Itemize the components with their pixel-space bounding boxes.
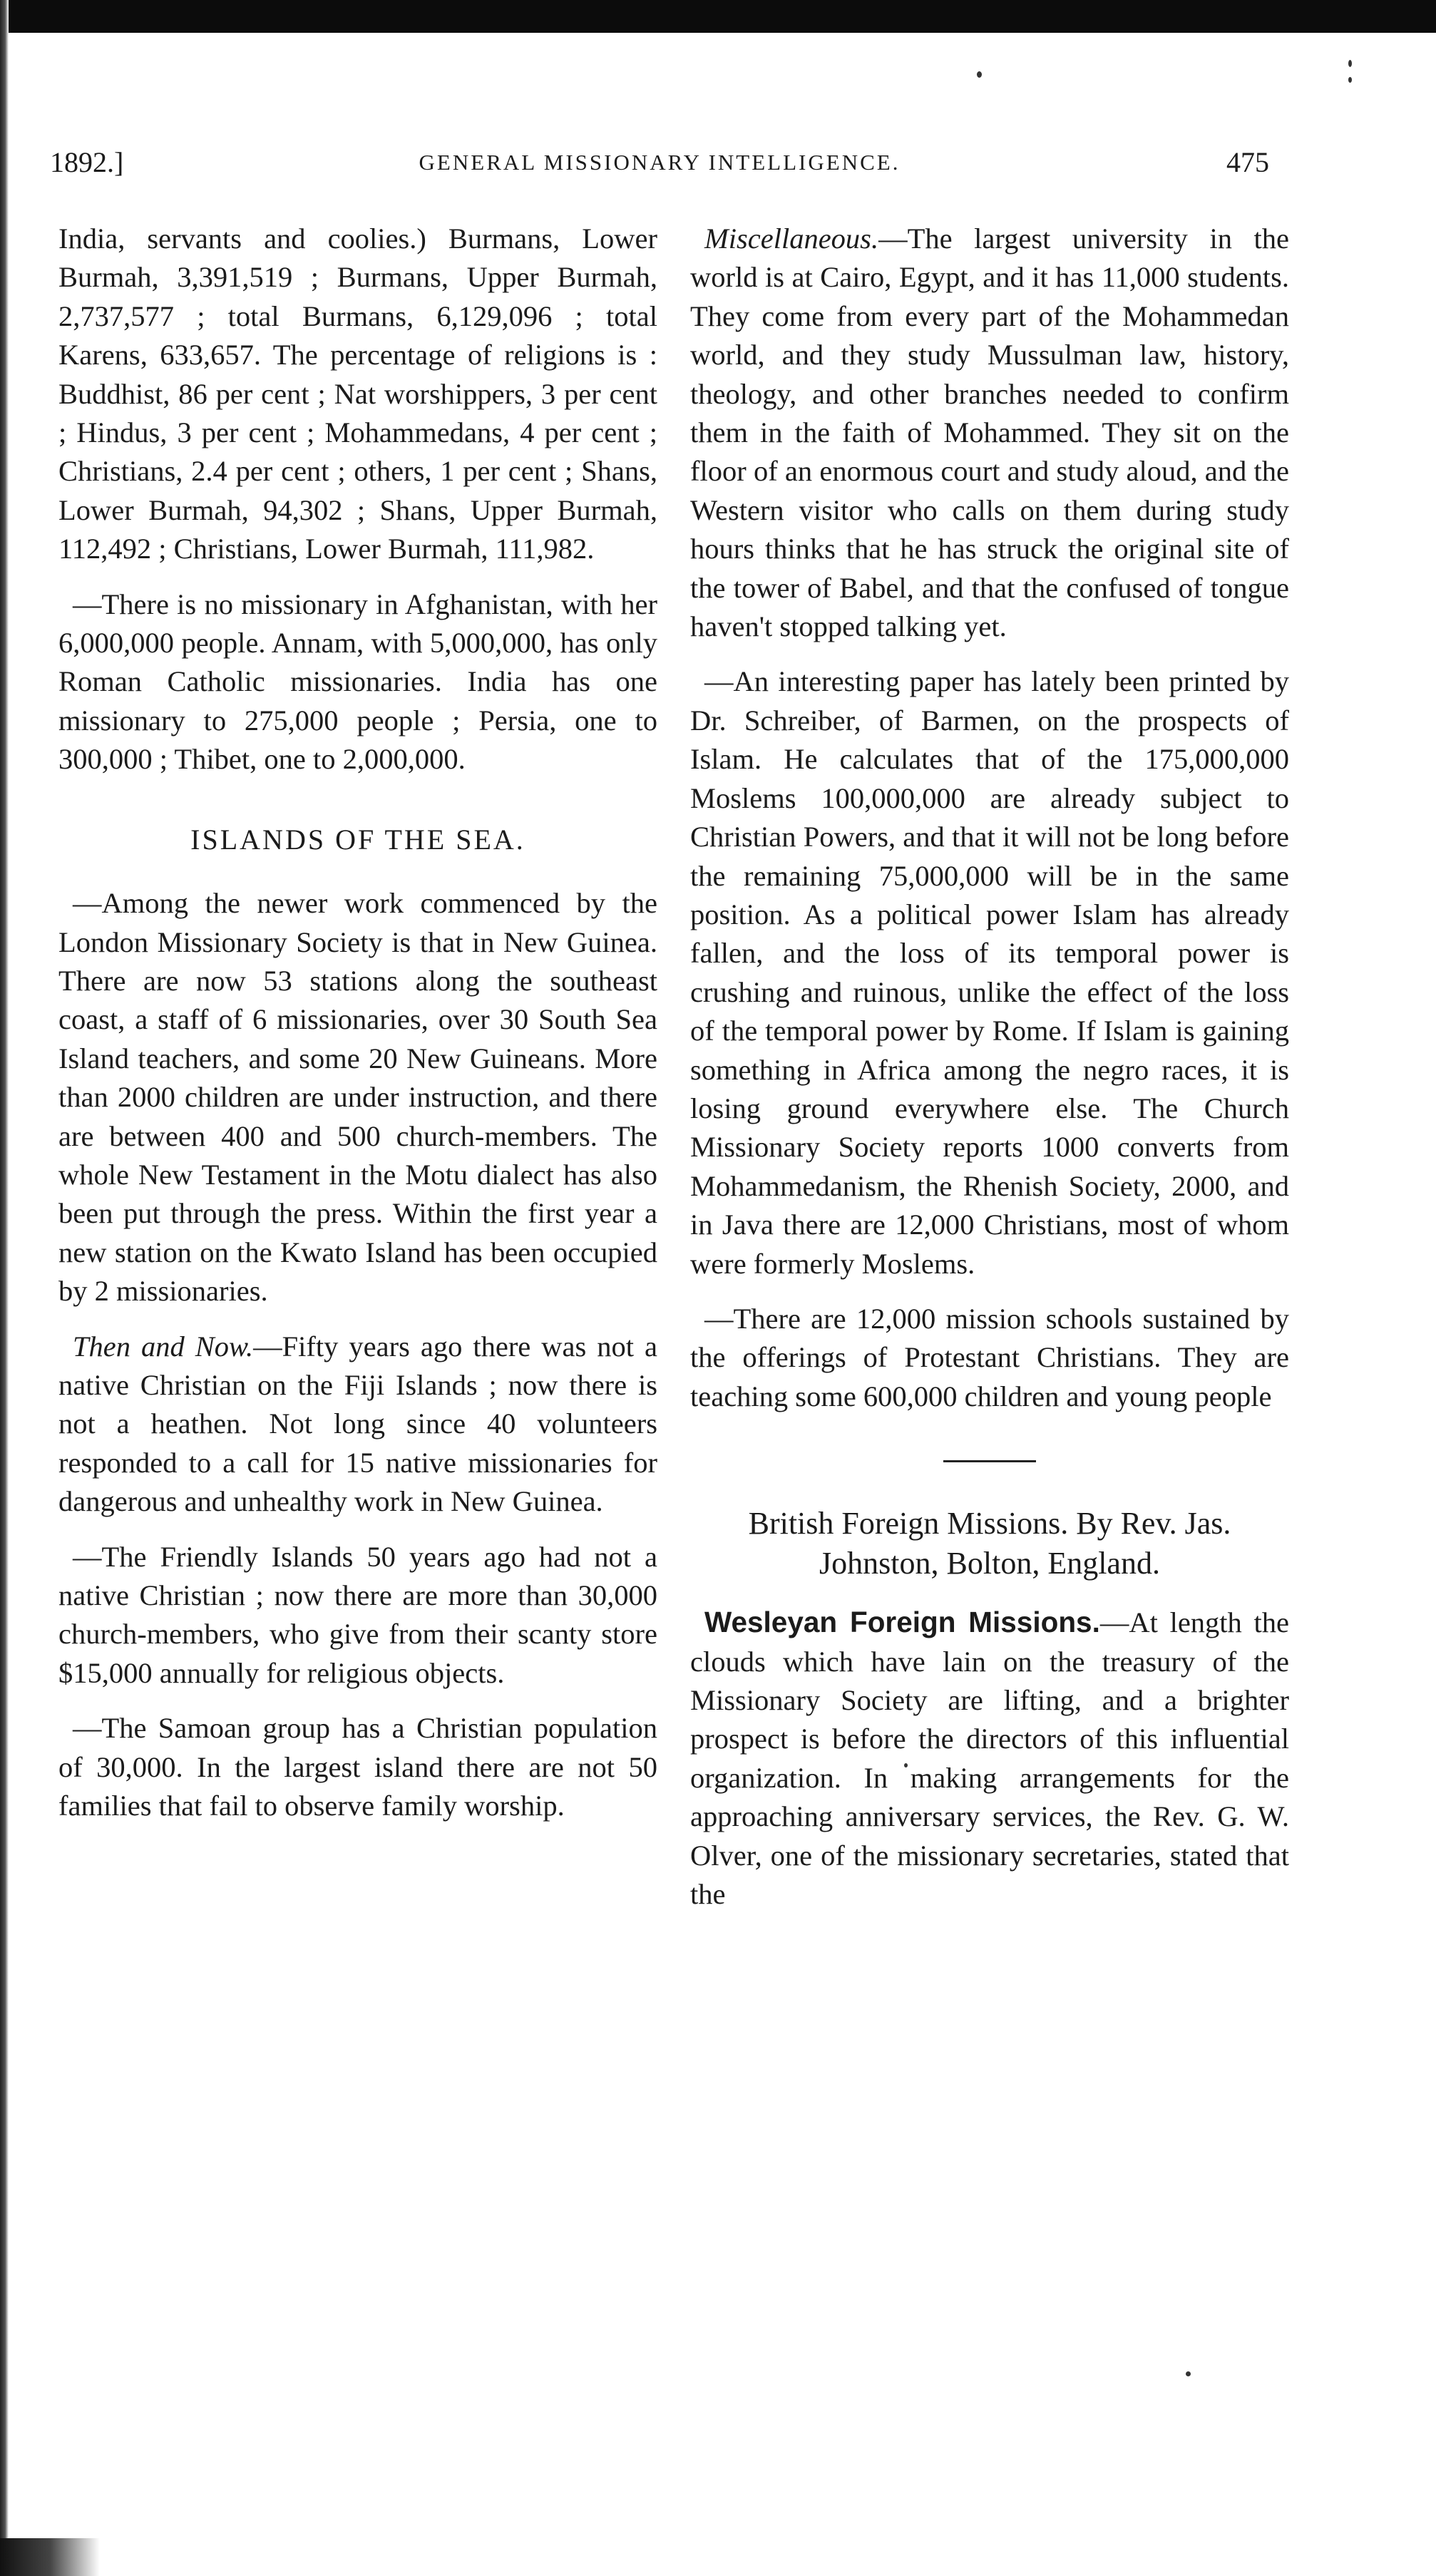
header-title: GENERAL MISSIONARY INTELLIGENCE.	[419, 150, 901, 175]
paragraph-lead-miscellaneous: Miscellaneous.	[704, 222, 879, 255]
section-divider	[943, 1460, 1036, 1462]
paragraph-missionaries-ratio: —There is no missionary in Afghanistan, with her 6,000,000 people. Annam, with 5,000,000, has only Roman Catholic missionaries. India has one missionary to 275,000 people ; Persia, one to 300,000 ; Thibet, one to 2,000,000.	[58, 587, 657, 776]
running-head	[50, 141, 1269, 184]
paragraph-lead-then-and-now: Then and Now.	[73, 1330, 254, 1363]
article-title-line-1: British Foreign Missions. By Rev. Jas.	[748, 1506, 1231, 1541]
paragraph-then-and-now	[58, 1328, 657, 1522]
paragraph-samoan-group: —The Samoan group has a Christian population of 30,000. In the largest island there are not 50 families that fail to observe family worship.	[58, 1712, 657, 1822]
paragraph-new-guinea: —Among the newer work commenced by the London Missionary Society is that in New Guinea. There are now 53 stations along the southeast coast, a staff of 6 missionaries, over 30 South Sea Island teachers, and some 20 New Guineans. More than 2000 children are under instruction, and there are between 400 and 500 church-members. The whole New Testament in the Motu dialect has also been put through the press. Within the first year a new station on the Kwato Island has been occupied by 2 missionaries.	[58, 887, 657, 1308]
paragraph-body-then-and-now: —Fifty years ago there was not a native Christian on the Fiji Islands ; now there is not a heathen. Not long since 40 volunteers responded to a call for 15 native missionaries for dangerous and unhealthy work in New Guinea.	[58, 1330, 657, 1518]
scan-speck	[1348, 77, 1352, 83]
paragraph-mission-schools: —There are 12,000 mission schools sustained by the offerings of Protestant Christians. They are teaching some 600,000 children and young people	[690, 1302, 1289, 1412]
page-number: 475	[1226, 146, 1269, 178]
paragraph-body-miscellaneous: —The largest university in the world is at Cairo, Egypt, and it has 11,000 students. They come from every part of the Mohammedan world, and they study Mussulman law, history, theology, and other branches needed to confirm them in the faith of Mohammed. They sit on the floor of an enormous court and study aloud, and the Western visitor who calls on them during study hours thinks that he has struck the original site of the tower of Babel, and that the confused of tongue haven't stopped talking yet.	[690, 222, 1289, 643]
paragraph-burmah-census: India, servants and coolies.) Burmans, Lower Burmah, 3,391,519 ; Burmans, Upper Burmah, 2,737,577 ; total Burmans, 6,129,096 ; total Karens, 633,657. The percentage of religions is : Buddhist, 86 per cent ; Nat worshippers, 3 per cent ; Hindus, 3 per cent ; Mohammedans, 4 per cent ; Christians, 2.4 per cent ; others, 1 per cent ; Shans, Lower Burmah, 94,302 ; Shans, Upper Burmah, 112,492 ; Christians, Lower Burmah, 111,982.	[58, 222, 657, 565]
paragraph-friendly-islands: —The Friendly Islands 50 years ago had not a native Christian ; now there are more than 30,000 church-members, who give from their scanty store $15,000 annually for religious objects.	[58, 1540, 657, 1689]
paragraph-miscellaneous	[690, 220, 1289, 646]
section-heading-islands: ISLANDS OF THE SEA.	[190, 823, 525, 856]
right-column	[690, 220, 1289, 1930]
article-title-line-2: Johnston, Bolton, England.	[819, 1546, 1160, 1581]
paragraph-body-wesleyan: —At length the clouds which have lain on the treasury of the Missionary Society are lifting, and a brighter prospect is before the directors of this influential organization. In making arrangements for the approaching anniversary services, the Rev. G. W. Olver, one of the missionary secretaries, stated that the	[690, 1606, 1289, 1911]
header-year: 1892.]	[50, 146, 124, 178]
scan-border-top	[0, 0, 1436, 33]
scan-border-left	[0, 0, 9, 2576]
scan-speck	[977, 71, 982, 78]
scan-speck	[1186, 2371, 1191, 2376]
left-column	[58, 220, 657, 1842]
paragraph-lead-wesleyan: Wesleyan Foreign Missions.	[704, 1606, 1100, 1639]
scan-speck	[1348, 60, 1352, 67]
scan-border-bottom	[0, 2538, 100, 2576]
article-title	[690, 1504, 1289, 1584]
paragraph-islam-prospects: —An interesting paper has lately been printed by Dr. Schreiber, of Barmen, on the prospects of Islam. He calculates that of the 175,000,000 Moslems 100,000,000 are already subject to Christian Powers, and that it will not be long before the remaining 75,000,000 will be in the same position. As a political power Islam has already fallen, and the loss of its temporal power is crushing and ruinous, unlike the effect of the loss of the temporal power by Rome. If Islam is gaining something in Africa among the negro races, it is losing ground everywhere else. The Church Missionary Society reports 1000 converts from Mohammedanism, the Rhenish Society, 2000, and in Java there are 12,000 Christians, most of whom were formerly Moslems.	[690, 665, 1289, 1280]
paragraph-wesleyan-missions	[690, 1603, 1289, 1914]
